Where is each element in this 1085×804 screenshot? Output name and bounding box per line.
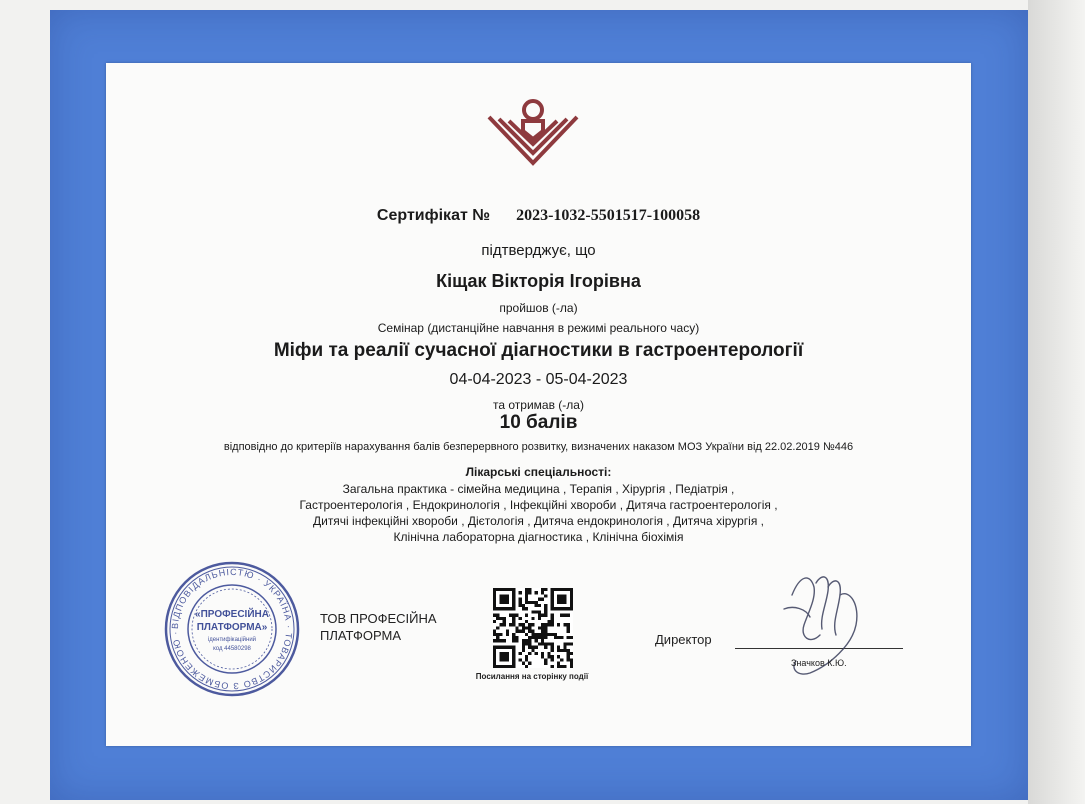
specialties-line: Гастроентерологія , Ендокринологія , Інфекційні хвороби , Дитяча гастроентерологія , bbox=[299, 498, 778, 512]
criteria-text: відповідно до критеріїв нарахування балів безперервного розвитку, визначених наказом МОЗ України від 22.02.2019 №446 bbox=[223, 441, 854, 453]
received-text: та отримав (-ла) bbox=[493, 398, 584, 412]
qr-code-icon[interactable] bbox=[493, 588, 573, 668]
certificate-label: Сертифікат № bbox=[376, 207, 491, 224]
confirms-text: підтверджує, що bbox=[481, 242, 596, 259]
certificate-number-row bbox=[106, 207, 971, 225]
specialties-line: Клінічна лабораторна діагностика , Клінічна біохімія bbox=[393, 530, 684, 544]
svg-text:ПЛАТФОРМА»: ПЛАТФОРМА» bbox=[196, 622, 268, 633]
points-awarded: 10 балів bbox=[499, 412, 578, 433]
specialties-line: Дитячі інфекційні хвороби , Дієтологія , Дитяча ендокринологія , Дитяча хірургія , bbox=[312, 514, 765, 528]
qr-caption: Посилання на сторінку події bbox=[475, 672, 589, 681]
svg-text:«ПРОФЕСІЙНА: «ПРОФЕСІЙНА bbox=[195, 609, 269, 620]
specialties-line: Загальна практика - сімейна медицина , Терапія , Хірургія , Педіатрія , bbox=[342, 482, 735, 496]
background-edge bbox=[1028, 0, 1085, 804]
svg-text:ідентифікаційний: ідентифікаційний bbox=[207, 637, 257, 643]
director-label: Директор bbox=[655, 632, 712, 647]
event-dates: 04-04-2023 - 05-04-2023 bbox=[449, 371, 628, 388]
brand-logo-icon bbox=[485, 97, 581, 169]
event-title: Міфи та реалії сучасної діагностики в гастроентерології bbox=[273, 340, 804, 361]
signature-icon bbox=[770, 565, 870, 690]
stamp-seal-icon bbox=[163, 560, 301, 698]
passed-text: пройшов (-ла) bbox=[499, 301, 578, 315]
person-name: Кіщак Вікторія Ігорівна bbox=[436, 271, 641, 291]
signer-name: Значков К.Ю. bbox=[791, 658, 847, 668]
organization-line: ПЛАТФОРМА bbox=[320, 628, 402, 643]
svg-text:ВІДПОВІДАЛЬНІСТЮ · УКРАЇНА · Т: ВІДПОВІДАЛЬНІСТЮ · УКРАЇНА · ТОВАРИСТВО З ОБМЕЖЕНОЮ · bbox=[169, 566, 295, 692]
certificate-number: 2023-1032-5501517-100058 bbox=[516, 207, 701, 224]
event-type: Семінар (дистанційне навчання в режимі реального часу) bbox=[377, 321, 700, 335]
organization-line: ТОВ ПРОФЕСІЙНА bbox=[320, 611, 437, 626]
svg-text:код 44580298: код 44580298 bbox=[213, 646, 251, 652]
organization-name bbox=[320, 610, 437, 644]
specialties-title: Лікарські спеціальності: bbox=[465, 465, 612, 479]
